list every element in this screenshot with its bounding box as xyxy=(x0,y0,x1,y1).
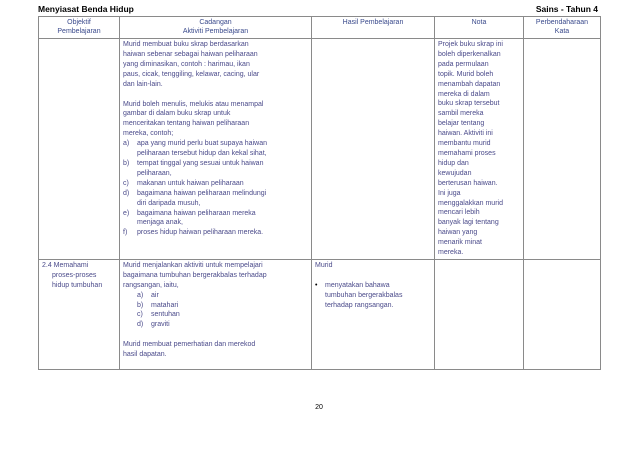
table-header-row xyxy=(39,17,601,39)
table-row xyxy=(39,39,601,260)
bullet-icon: • xyxy=(315,281,318,289)
list-item: b) matahari xyxy=(137,301,179,309)
header-subject: Sains - Tahun 4 xyxy=(535,4,598,14)
page-header xyxy=(38,4,598,16)
activities-cell xyxy=(120,39,312,260)
table-row xyxy=(39,259,601,369)
activities-list xyxy=(123,139,308,238)
list-item: f) proses hidup haiwan peliharaan mereka. xyxy=(123,229,264,237)
lesson-table xyxy=(38,16,601,370)
outcome-bullet: • menyatakan bahawa tumbuhan bergerakbalas terhadap rangsangan. xyxy=(315,281,403,309)
vocabulary-cell xyxy=(524,259,601,369)
objective-cell: 2.4 Memahami proses-proses hidup tumbuhan xyxy=(39,259,120,369)
nota-cell xyxy=(435,259,524,369)
list-item: c) makanan untuk haiwan peliharaan xyxy=(123,179,244,187)
vocabulary-cell xyxy=(524,39,601,260)
header-cadangan: Cadangan Aktiviti Pembelajaran xyxy=(120,17,312,39)
outcome-cell xyxy=(312,39,435,260)
list-item: d) bagaimana haiwan peliharaan melindungi diri daripada musuh, xyxy=(123,189,267,207)
header-perbendaharaan: Perbendaharaan Kata xyxy=(524,17,601,39)
header-hasil: Hasil Pembelajaran xyxy=(312,17,435,39)
nota-cell: Projek buku skrap ini boleh diperkenalkan pada permulaan topik. Murid boleh menambah dapatan mereka di dalam buku skrap tersebut sambil mereka belajar tentang haiwan. Aktiviti ini membantu murid memahami proses hidup dan kewujudan berterusan haiwan. Ini juga menggalakkan murid mencari lebih banyak lagi tentang haiwan yang menarik minat mereka. xyxy=(435,39,524,260)
activities-cell: Murid menjalankan aktiviti untuk mempelajari bagaimana tumbuhan bergerakbalas terhadap rangsangan, iaitu, a) air b) matahari c) sentuhan d) graviti Murid membuat pemerhatian dan merekod hasil dapatan. xyxy=(120,259,312,369)
header-title: Menyiasat Benda Hidup xyxy=(38,4,134,14)
activities-second: Murid boleh menulis, melukis atau menampal gambar di dalam buku skrap untuk menceritakan tentang haiwan peliharaan mereka, contoh; xyxy=(123,100,264,138)
list-item: a) apa yang murid perlu buat supaya haiwan peliharaan tersebut hidup dan kekal sihat, xyxy=(123,140,267,158)
list-item: c) sentuhan xyxy=(137,311,180,319)
outcome-cell: Murid • menyatakan bahawa tumbuhan bergerakbalas terhadap rangsangan. xyxy=(312,259,435,369)
list-item: d) graviti xyxy=(137,321,170,329)
page-number: 20 xyxy=(315,404,323,411)
header-nota: Nota xyxy=(435,17,524,39)
activities-intro: Murid membuat buku skrap berdasarkan haiwan sebenar sebagai haiwan peliharaan yang diminasikan, contoh : harimau, ikan paus, cicak, tenggiling, kelawar, cacing, ular dan lain-lain. xyxy=(123,41,260,88)
list-item: a) air xyxy=(137,291,159,299)
objective-cell xyxy=(39,39,120,260)
header-objektif: Objektif Pembelajaran xyxy=(39,17,120,39)
stimulus-list xyxy=(123,291,308,331)
list-item: b) tempat tinggal yang sesuai untuk haiwan peliharaan, xyxy=(123,159,264,177)
list-item: e) bagaimana haiwan peliharaan mereka menjaga anak, xyxy=(123,209,256,227)
